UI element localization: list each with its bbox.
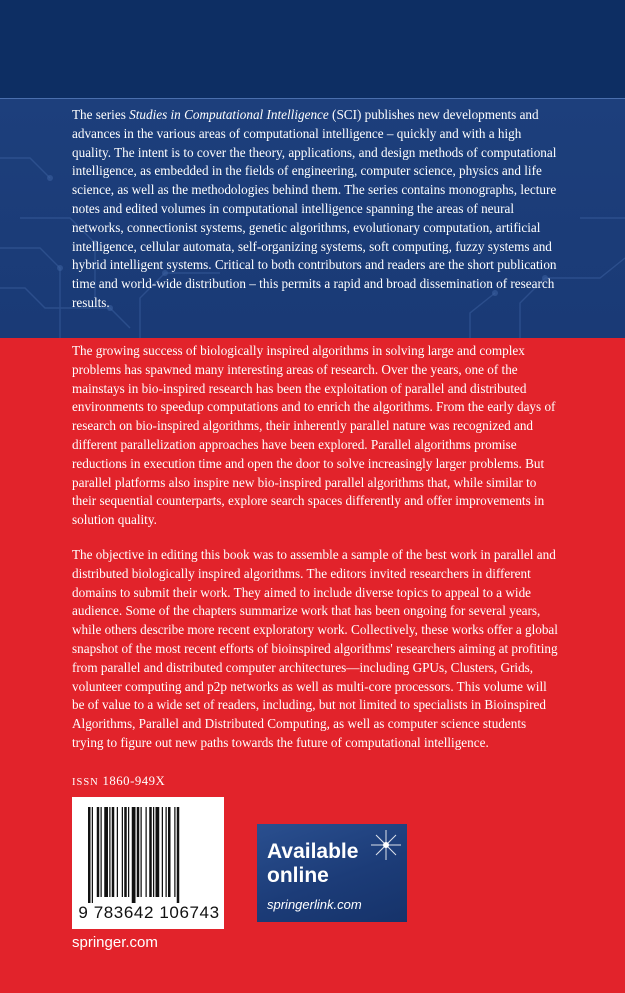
book-description-paragraph-2: The objective in editing this book was to assemble a sample of the best work in parallel and distributed biologically inspired algorithms. The editors invited researchers in different domains to submit their work. They aimed to include diverse topics to appeal to a wide audience. Some of the chapters summarize work that has been ongoing for several years, while others describe more recent exploratory work. Collectively, these works offer a global snapshot of the most recent efforts of bioinspired algorithms' researchers aiming at profiting from parallel and distributed computer architectures—including GPUs, Clusters, Grids, volunteer computing and p2p networks as well as multi-core processors. This volume will be of value to a wide set of readers, including, but not limited to specialists in Bioinspired Algorithms, Parallel and Distributed Computing, as well as computer science students trying to figure out new paths towards the future of computational intelligence. <box>72 547 558 750</box>
barcode-bar <box>174 807 175 897</box>
barcode-bar <box>166 807 167 897</box>
barcode-bar <box>109 807 110 897</box>
barcode-bar <box>168 807 171 897</box>
barcode-bar <box>97 807 100 897</box>
book-description-paragraph-1: The growing success of biologically inspired algorithms in solving large and complex problems has spawned many interesting areas of research. Over the years, one of the mainstays in bio-inspired research has been the exploitation of parallel and distributed environments to speedup computations and to enrich the algorithms. From the early days of research on bio-inspired algorithms, their inherently parallel nature was recognized and different parallelization approaches have been explored. Parallel algorithms promise reductions in execution time and open the door to solve increasingly larger problems. But parallel platforms also inspire new bio-inspired parallel algorithms that, while similar to their sequential counterparts, explore search spaces differently and offer improvements in solution quality. <box>72 343 556 528</box>
issn-label: ISSN <box>72 777 99 788</box>
barcode-bar <box>137 807 140 897</box>
issn-number: 1860-949X <box>102 774 166 788</box>
publisher-url[interactable]: springer.com <box>72 934 158 951</box>
series-lead: The series <box>72 107 130 122</box>
series-name: Studies in Computational Intelligence <box>129 107 329 122</box>
barcode-bar <box>128 807 129 897</box>
barcode-bar <box>88 807 91 903</box>
barcode-bar <box>92 807 93 903</box>
barcode-icon <box>86 807 210 903</box>
barcode-bar <box>101 807 102 897</box>
barcode-bar <box>112 807 115 897</box>
barcode-bar <box>132 807 136 903</box>
springerlink-url[interactable]: springerlink.com <box>267 897 362 912</box>
series-description <box>72 106 558 313</box>
barcode-bar <box>124 807 127 897</box>
barcode-bar <box>153 807 154 897</box>
badge-line-1: Available <box>267 840 359 863</box>
barcode-bar <box>122 807 123 897</box>
barcode <box>72 797 224 929</box>
barcode-bar <box>104 807 108 897</box>
badge-line-2: online <box>267 864 329 887</box>
barcode-bar <box>156 807 160 897</box>
barcode-bar <box>149 807 152 897</box>
issn <box>72 774 165 789</box>
barcode-bar <box>162 807 163 897</box>
cover-top-band <box>0 0 625 98</box>
sparkle-icon <box>369 828 403 862</box>
barcode-bar <box>146 807 147 897</box>
series-rest: (SCI) publishes new developments and advances in the various areas of computational intelligence – quickly and with a high quality. The intent is to cover the theory, applications, and design methods of computational intelligence, as embedded in the fields of engineering, computer science, physics and life science, as well as the methodologies behind them. The series contains monographs, lecture notes and edited volumes in computational intelligence spanning the areas of neural networks, connectionist systems, genetic algorithms, evolutionary computation, artificial intelligence, cellular automata, self-organizing systems, soft computing, fuzzy systems and hybrid intelligent systems. Critical to both contributors and readers are the short publication time and world-wide distribution – this permits a rapid and broad dissemination of research results. <box>72 107 557 310</box>
barcode-bar <box>177 807 180 903</box>
barcode-digits: 9 783642 106743 <box>78 903 220 922</box>
available-online-badge[interactable] <box>257 824 407 922</box>
barcode-bar <box>117 807 118 897</box>
barcode-bar <box>141 807 142 897</box>
